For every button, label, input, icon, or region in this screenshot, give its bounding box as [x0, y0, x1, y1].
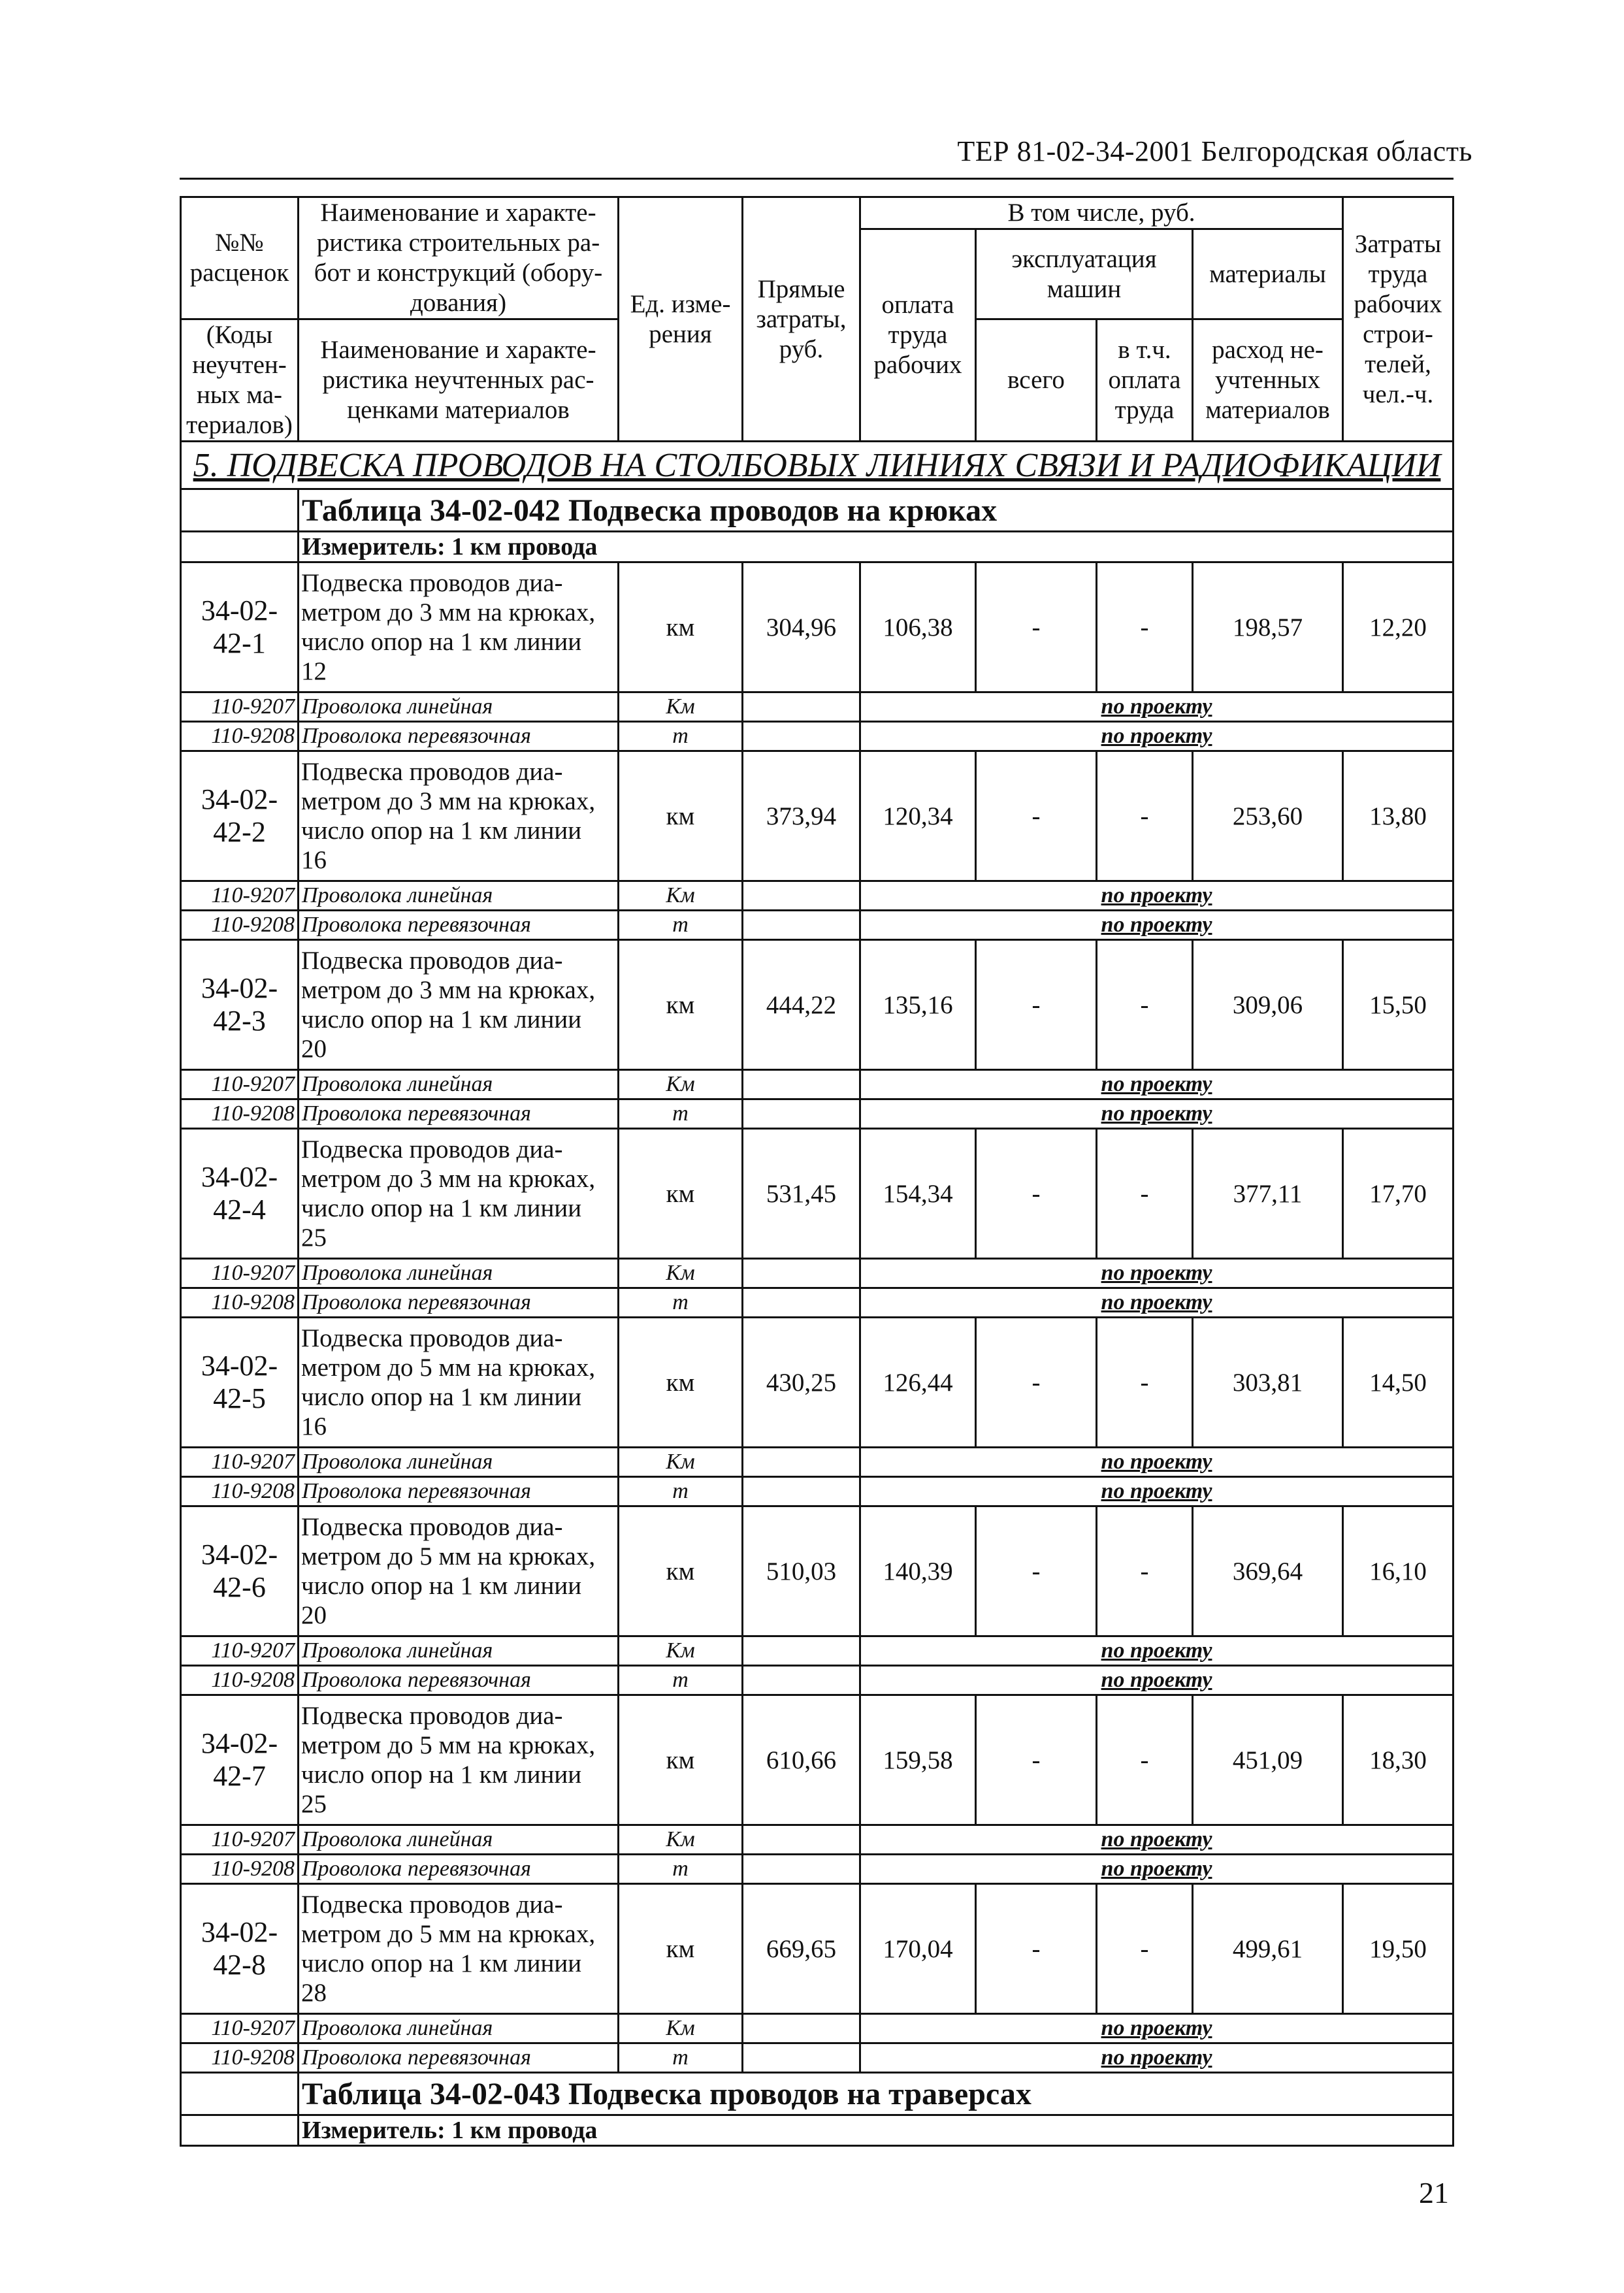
code-line: 34-02-	[201, 1727, 278, 1759]
rate-unit: км	[619, 751, 743, 881]
table-row	[181, 751, 1453, 881]
material-name: Проволока линейная	[299, 692, 619, 722]
material-note: по проекту	[860, 911, 1453, 940]
material-code: 110-9207	[181, 692, 299, 722]
rate-description	[299, 562, 619, 692]
material-row	[181, 692, 1453, 722]
code-line: 42-4	[213, 1194, 266, 1226]
material-row	[181, 1636, 1453, 1666]
line: оплата	[881, 291, 954, 319]
line: рения	[649, 319, 712, 348]
materials-cost: 309,06	[1193, 940, 1343, 1070]
material-note: по проекту	[860, 1636, 1453, 1666]
line: рабочих	[873, 351, 962, 379]
machine-total: -	[976, 1506, 1097, 1636]
line: материалов	[1205, 396, 1330, 424]
section-row	[181, 442, 1453, 489]
line: Наименование и характе-	[320, 336, 596, 364]
desc-line: число опор на 1 км линии	[301, 1949, 582, 1977]
material-code: 110-9208	[181, 1855, 299, 1884]
col-head-including: В том числе, руб.	[860, 197, 1343, 229]
table1-title: Таблица 34-02-042 Подвеска проводов на крюках	[299, 489, 1453, 532]
line: труда	[1114, 396, 1175, 424]
material-row	[181, 1666, 1453, 1695]
material-name: Проволока перевязочная	[299, 911, 619, 940]
rate-description	[299, 1129, 619, 1259]
material-unit: Км	[619, 1825, 743, 1855]
material-code: 110-9207	[181, 1259, 299, 1288]
line: эксплуатация	[1011, 244, 1157, 273]
material-note: по проекту	[860, 1855, 1453, 1884]
code-line: 34-02-	[201, 972, 278, 1004]
line: строи-	[1363, 319, 1433, 348]
labor-hours: 16,10	[1343, 1506, 1453, 1636]
line: Прямые	[757, 274, 845, 303]
machine-total: -	[976, 1884, 1097, 2014]
direct-costs: 510,03	[743, 1506, 860, 1636]
material-row	[181, 2014, 1453, 2043]
material-note: по проекту	[860, 1288, 1453, 1318]
line: расценок	[189, 259, 289, 287]
material-unit: Км	[619, 1636, 743, 1666]
table-row	[181, 940, 1453, 1070]
desc-line: 20	[301, 1601, 327, 1629]
material-row	[181, 2043, 1453, 2073]
material-row	[181, 1448, 1453, 1477]
rate-unit: км	[619, 1318, 743, 1448]
line: машин	[1047, 274, 1122, 303]
labor-hours: 14,50	[1343, 1318, 1453, 1448]
rate-code	[181, 562, 299, 692]
code-line: 42-2	[213, 816, 266, 848]
table-head-row-1	[181, 197, 1453, 229]
rate-code	[181, 1318, 299, 1448]
line: Наименование и характе-	[320, 199, 596, 227]
desc-line: метром до 3 мм на крюках,	[301, 976, 596, 1004]
machine-total: -	[976, 1318, 1097, 1448]
material-note: по проекту	[860, 2014, 1453, 2043]
material-unit: Км	[619, 692, 743, 722]
machine-total: -	[976, 751, 1097, 881]
direct-costs: 610,66	[743, 1695, 860, 1825]
col-head-material-names	[299, 319, 619, 442]
material-unit: Км	[619, 1448, 743, 1477]
material-name: Проволока линейная	[299, 1259, 619, 1288]
rate-code	[181, 1506, 299, 1636]
desc-line: 16	[301, 846, 327, 874]
col-head-number	[181, 197, 299, 319]
material-note: по проекту	[860, 1477, 1453, 1506]
material-note: по проекту	[860, 692, 1453, 722]
labor-pay: 140,39	[860, 1506, 976, 1636]
materials-cost: 303,81	[1193, 1318, 1343, 1448]
direct-costs: 373,94	[743, 751, 860, 881]
material-code: 110-9208	[181, 1288, 299, 1318]
col-head-unit	[619, 197, 743, 442]
material-row	[181, 881, 1453, 911]
table-row	[181, 1318, 1453, 1448]
line: неучтен-	[192, 351, 287, 379]
rate-description	[299, 1318, 619, 1448]
labor-pay: 159,58	[860, 1695, 976, 1825]
material-row	[181, 1259, 1453, 1288]
table2-measure-row	[181, 2115, 1453, 2146]
rate-description	[299, 940, 619, 1070]
material-unit: т	[619, 911, 743, 940]
material-note: по проекту	[860, 881, 1453, 911]
line: оплата	[1108, 366, 1181, 394]
rate-code	[181, 1129, 299, 1259]
rate-unit: км	[619, 1506, 743, 1636]
rates-table-body	[181, 197, 1453, 2146]
material-name: Проволока перевязочная	[299, 722, 619, 751]
machine-labor: -	[1097, 751, 1193, 881]
material-unit: т	[619, 1288, 743, 1318]
material-row	[181, 911, 1453, 940]
col-head-machine-labor	[1097, 319, 1193, 442]
code-line: 42-6	[213, 1571, 266, 1603]
materials-cost: 451,09	[1193, 1695, 1343, 1825]
header-rule	[180, 178, 1453, 180]
desc-line: 25	[301, 1224, 327, 1252]
material-unit: т	[619, 722, 743, 751]
line: ристика строительных ра-	[316, 229, 600, 257]
col-head-material-codes	[181, 319, 299, 442]
col-head-unaccounted	[1193, 319, 1343, 442]
material-code: 110-9208	[181, 1477, 299, 1506]
line: труда	[1368, 259, 1428, 288]
line: ных ма-	[196, 381, 283, 409]
table2-title: Таблица 34-02-043 Подвеска проводов на траверсах	[299, 2073, 1453, 2115]
line: бот и конструкций (обору-	[314, 259, 603, 287]
materials-cost: 377,11	[1193, 1129, 1343, 1259]
machine-labor: -	[1097, 1129, 1193, 1259]
labor-hours: 12,20	[1343, 562, 1453, 692]
material-code: 110-9207	[181, 1070, 299, 1099]
desc-line: метром до 5 мм на крюках,	[301, 1354, 596, 1382]
material-name: Проволока перевязочная	[299, 1288, 619, 1318]
table-row	[181, 1506, 1453, 1636]
desc-line: число опор на 1 км линии	[301, 1383, 582, 1411]
code-line: 34-02-	[201, 594, 278, 626]
labor-hours: 17,70	[1343, 1129, 1453, 1259]
line: Ед. изме-	[630, 289, 731, 318]
rate-code	[181, 751, 299, 881]
col-head-machine	[976, 229, 1193, 319]
code-line: 42-5	[213, 1382, 266, 1414]
material-row	[181, 1099, 1453, 1129]
page-number: 21	[1419, 2176, 1449, 2209]
desc-line: 12	[301, 657, 327, 685]
machine-labor: -	[1097, 1318, 1193, 1448]
material-unit: т	[619, 1666, 743, 1695]
desc-line: 16	[301, 1412, 327, 1440]
labor-pay: 126,44	[860, 1318, 976, 1448]
material-note: по проекту	[860, 1825, 1453, 1855]
line: затраты,	[756, 304, 847, 333]
material-note: по проекту	[860, 1099, 1453, 1129]
table-row	[181, 1695, 1453, 1825]
direct-costs: 444,22	[743, 940, 860, 1070]
desc-line: число опор на 1 км линии	[301, 817, 582, 845]
machine-total: -	[976, 1129, 1097, 1259]
material-name: Проволока перевязочная	[299, 2043, 619, 2073]
rate-code	[181, 1695, 299, 1825]
materials-cost: 198,57	[1193, 562, 1343, 692]
machine-labor: -	[1097, 940, 1193, 1070]
line: чел.-ч.	[1362, 380, 1434, 408]
labor-hours: 15,50	[1343, 940, 1453, 1070]
table-row	[181, 1129, 1453, 1259]
rate-description	[299, 751, 619, 881]
machine-labor: -	[1097, 1884, 1193, 2014]
labor-pay: 170,04	[860, 1884, 976, 2014]
material-name: Проволока линейная	[299, 1825, 619, 1855]
table1-measure: Измеритель: 1 км провода	[299, 532, 1453, 562]
table-row	[181, 1884, 1453, 2014]
material-note: по проекту	[860, 2043, 1453, 2073]
table2-title-row	[181, 2073, 1453, 2115]
desc-line: Подвеска проводов диа-	[301, 1702, 563, 1730]
material-name: Проволока линейная	[299, 2014, 619, 2043]
desc-line: число опор на 1 км линии	[301, 1194, 582, 1222]
material-name: Проволока линейная	[299, 1636, 619, 1666]
machine-labor: -	[1097, 1506, 1193, 1636]
line: ристика неучтенных рас-	[322, 366, 594, 394]
material-note: по проекту	[860, 722, 1453, 751]
desc-line: 20	[301, 1035, 327, 1063]
line: рабочих	[1354, 289, 1442, 318]
rate-code	[181, 940, 299, 1070]
col-head-direct	[743, 197, 860, 442]
code-line: 34-02-	[201, 1350, 278, 1382]
rate-description	[299, 1695, 619, 1825]
line: териалов)	[186, 411, 293, 439]
line: учтенных	[1215, 366, 1320, 394]
desc-line: метром до 3 мм на крюках,	[301, 598, 596, 626]
rate-unit: км	[619, 1129, 743, 1259]
desc-line: 28	[301, 1979, 327, 2007]
desc-line: метром до 5 мм на крюках,	[301, 1542, 596, 1570]
material-row	[181, 1070, 1453, 1099]
desc-line: Подвеска проводов диа-	[301, 947, 563, 975]
line: расход не-	[1212, 336, 1324, 364]
desc-line: число опор на 1 км линии	[301, 1761, 582, 1789]
section-title: 5. ПОДВЕСКА ПРОВОДОВ НА СТОЛБОВЫХ ЛИНИЯХ СВЯЗИ И РАДИОФИКАЦИИ	[181, 442, 1453, 489]
material-name: Проволока перевязочная	[299, 1855, 619, 1884]
material-row	[181, 1855, 1453, 1884]
desc-line: Подвеска проводов диа-	[301, 1891, 563, 1919]
line: руб.	[779, 334, 824, 363]
material-code: 110-9207	[181, 881, 299, 911]
machine-total: -	[976, 940, 1097, 1070]
direct-costs: 430,25	[743, 1318, 860, 1448]
material-code: 110-9208	[181, 722, 299, 751]
material-unit: Км	[619, 1070, 743, 1099]
code-line: 34-02-	[201, 1916, 278, 1948]
col-head-name	[299, 197, 619, 319]
code-line: 34-02-	[201, 783, 278, 815]
desc-line: число опор на 1 км линии	[301, 1572, 582, 1600]
material-row	[181, 1477, 1453, 1506]
table1-title-row	[181, 489, 1453, 532]
table-row	[181, 562, 1453, 692]
direct-costs: 531,45	[743, 1129, 860, 1259]
material-unit: т	[619, 1855, 743, 1884]
col-head-labor-pay	[860, 229, 976, 442]
line: дования)	[410, 289, 507, 317]
labor-pay: 154,34	[860, 1129, 976, 1259]
material-note: по проекту	[860, 1448, 1453, 1477]
desc-line: число опор на 1 км линии	[301, 628, 582, 656]
material-row	[181, 722, 1453, 751]
material-name: Проволока перевязочная	[299, 1099, 619, 1129]
code-line: 42-8	[213, 1949, 266, 1981]
desc-line: метром до 3 мм на крюках,	[301, 1165, 596, 1193]
code-line: 42-3	[213, 1005, 266, 1037]
desc-line: Подвеска проводов диа-	[301, 1324, 563, 1352]
line: телей,	[1365, 350, 1431, 378]
code-line: 42-7	[213, 1760, 266, 1792]
material-name: Проволока перевязочная	[299, 1666, 619, 1695]
material-row	[181, 1825, 1453, 1855]
direct-costs: 304,96	[743, 562, 860, 692]
col-head-machine-total: всего	[976, 319, 1097, 442]
materials-cost: 499,61	[1193, 1884, 1343, 2014]
direct-costs: 669,65	[743, 1884, 860, 2014]
line: в т.ч.	[1118, 336, 1171, 364]
material-unit: Км	[619, 2014, 743, 2043]
labor-hours: 18,30	[1343, 1695, 1453, 1825]
rate-description	[299, 1506, 619, 1636]
rate-unit: км	[619, 562, 743, 692]
material-name: Проволока линейная	[299, 1070, 619, 1099]
materials-cost: 253,60	[1193, 751, 1343, 881]
code-line: 42-1	[213, 627, 266, 659]
material-note: по проекту	[860, 1666, 1453, 1695]
labor-pay: 120,34	[860, 751, 976, 881]
rates-table	[180, 196, 1454, 2147]
labor-hours: 19,50	[1343, 1884, 1453, 2014]
material-name: Проволока линейная	[299, 1448, 619, 1477]
material-code: 110-9207	[181, 1636, 299, 1666]
machine-total: -	[976, 562, 1097, 692]
rate-unit: км	[619, 1884, 743, 2014]
desc-line: Подвеска проводов диа-	[301, 569, 563, 597]
desc-line: число опор на 1 км линии	[301, 1005, 582, 1033]
materials-cost: 369,64	[1193, 1506, 1343, 1636]
material-row	[181, 1288, 1453, 1318]
material-unit: Км	[619, 881, 743, 911]
material-code: 110-9207	[181, 1825, 299, 1855]
labor-pay: 106,38	[860, 562, 976, 692]
machine-total: -	[976, 1695, 1097, 1825]
line: №№	[215, 229, 264, 257]
labor-hours: 13,80	[1343, 751, 1453, 881]
rate-unit: км	[619, 1695, 743, 1825]
material-name: Проволока перевязочная	[299, 1477, 619, 1506]
material-code: 110-9208	[181, 1666, 299, 1695]
desc-line: 25	[301, 1790, 327, 1818]
material-unit: т	[619, 1099, 743, 1129]
material-code: 110-9207	[181, 1448, 299, 1477]
desc-line: метром до 5 мм на крюках,	[301, 1920, 596, 1948]
material-unit: т	[619, 1477, 743, 1506]
material-note: по проекту	[860, 1070, 1453, 1099]
material-unit: Км	[619, 1259, 743, 1288]
rate-code	[181, 1884, 299, 2014]
machine-labor: -	[1097, 562, 1193, 692]
line: труда	[888, 321, 948, 349]
material-code: 110-9207	[181, 2014, 299, 2043]
col-head-materials: материалы	[1193, 229, 1343, 319]
line: Затраты	[1354, 229, 1442, 258]
material-note: по проекту	[860, 1259, 1453, 1288]
line: (Коды	[206, 321, 273, 349]
material-code: 110-9208	[181, 911, 299, 940]
document-header: ТЕР 81-02-34-2001 Белгородская область	[957, 135, 1472, 167]
desc-line: Подвеска проводов диа-	[301, 1513, 563, 1541]
desc-line: Подвеска проводов диа-	[301, 758, 563, 786]
table2-measure: Измеритель: 1 км провода	[299, 2115, 1453, 2146]
material-code: 110-9208	[181, 1099, 299, 1129]
labor-pay: 135,16	[860, 940, 976, 1070]
code-line: 34-02-	[201, 1161, 278, 1193]
desc-line: Подвеска проводов диа-	[301, 1135, 563, 1163]
material-unit: т	[619, 2043, 743, 2073]
table1-measure-row	[181, 532, 1453, 562]
desc-line: метром до 5 мм на крюках,	[301, 1731, 596, 1759]
material-name: Проволока линейная	[299, 881, 619, 911]
code-line: 34-02-	[201, 1538, 278, 1570]
rate-unit: км	[619, 940, 743, 1070]
col-head-labor-cost	[1343, 197, 1453, 442]
material-code: 110-9208	[181, 2043, 299, 2073]
line: ценками материалов	[347, 396, 570, 424]
rate-description	[299, 1884, 619, 2014]
desc-line: метром до 3 мм на крюках,	[301, 787, 596, 815]
machine-labor: -	[1097, 1695, 1193, 1825]
